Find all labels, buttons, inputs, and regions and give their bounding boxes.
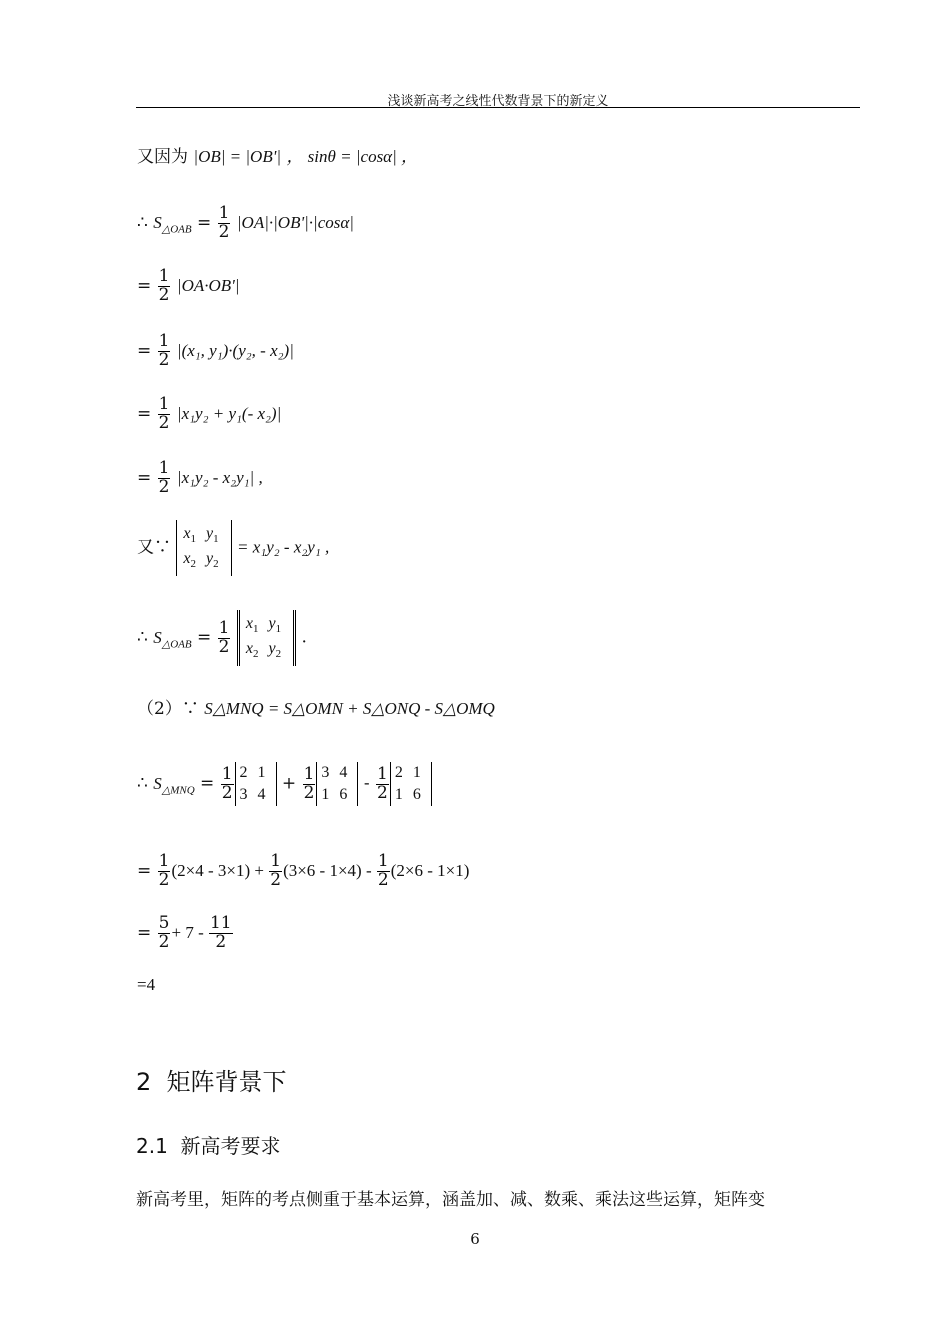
equation-line-6: = $\frac{1}{2}$ |x₁y₂ - x₂y₁| ,	[137, 458, 263, 497]
determinant: 2 1 1 6	[390, 762, 432, 806]
fraction: $\frac{1}{2}$	[221, 763, 233, 803]
math-expr: |(x₁, y₁)·(y₂, - x₂)|	[176, 340, 294, 360]
equation-line-7	[137, 520, 329, 576]
determinant: $x_1$ $y_1$ $x_2$ $y_2$	[176, 520, 231, 576]
body-paragraph: 新高考里，矩阵的考点侧重于基本运算，涵盖加、减、数乘、乘法这些运算，矩阵变	[136, 1190, 765, 1210]
therefore-symbol: ∴	[137, 212, 148, 233]
math-expr: |x₁y₂ - x₂y₁| ,	[176, 467, 263, 487]
equation-line-11: = $\frac{1}{2}$ (2×4 - 3×1) + $\frac{1}{2}$ (3×6 - 1×4) - $\frac{1}{2}$ (2×6 - 1×1)	[137, 851, 470, 890]
math-expr: (3×6 - 1×4) -	[283, 860, 376, 880]
fraction: $\frac{1}{2}$	[218, 617, 230, 657]
fraction: $\frac{1}{2}$	[158, 458, 170, 497]
math-expr: |OA|·|OB'|·|cosα|	[236, 212, 354, 232]
fraction: $\frac{1}{2}$	[377, 851, 389, 890]
section-title: 矩阵背景下	[166, 1068, 287, 1096]
equation-line-10: ∴ $S_{\triangle MNQ}$ = $\frac{1}{2}$ 2 1 3 4 + $\frac{1}{2}$ 3 4 1 6 - $\frac{1}{2}$ 2 1 1 6	[137, 762, 432, 806]
equation-line-13: =4	[137, 975, 156, 994]
equation-line-8: ∴ $S_{\triangle OAB}$ = $\frac{1}{2}$ $x_1$ $y_1$ $x_2$ $y_2$ .	[137, 610, 307, 666]
equation-line-5: = $\frac{1}{2}$ |x₁y₂ + y₁(- x₂)|	[137, 394, 282, 433]
math-expr: = x₁y₂ - x₂y₁ ,	[237, 537, 330, 557]
subscript: △OAB	[161, 638, 192, 651]
therefore-symbol: ∴	[137, 627, 148, 648]
abs-determinant: $x_1$ $y_1$ $x_2$ $y_2$	[237, 610, 296, 666]
math-expr: (2×4 - 3×1) +	[171, 860, 269, 880]
fraction: $\frac{1}{2}$	[158, 331, 170, 370]
equation-line-3: = $\frac{1}{2}$ |OA·OB'|	[137, 266, 240, 305]
equation-line-9	[137, 700, 495, 718]
fraction: $\frac{1}{2}$	[158, 394, 170, 433]
because-symbol: ∵	[181, 699, 199, 719]
equation-line-2: ∴ $S_{\triangle OAB}$ = $\frac{1}{2}$ |OA|·|OB'|·|cosα|	[137, 203, 354, 242]
subsection-heading	[136, 1130, 281, 1159]
section-heading	[136, 1062, 287, 1097]
header-rule	[136, 107, 860, 108]
subsection-number: 2.1	[136, 1134, 168, 1158]
text-prefix: 又	[137, 537, 154, 558]
fraction: $\frac{5}{2}$	[158, 913, 170, 952]
math-expr: ， sinθ = |cosα| ，	[286, 147, 419, 166]
text-prefix: 又因为	[137, 147, 188, 167]
math-expr: |OB| = |OB'|	[193, 147, 282, 166]
math-expr: + 7 -	[171, 922, 208, 942]
fraction: $\frac{1}{2}$	[270, 851, 282, 890]
fraction: $\frac{1}{2}$	[158, 266, 170, 305]
running-header: 浅谈新高考之线性代数背景下的新定义	[387, 94, 609, 109]
subsection-title: 新高考要求	[180, 1134, 281, 1158]
math-expr: |x₁y₂ + y₁(- x₂)|	[176, 403, 282, 423]
fraction: $\frac{1}{2}$	[218, 203, 230, 242]
math-expr: S△MNQ = S△OMN + S△ONQ - S△OMQ	[204, 699, 495, 718]
because-symbol: ∵	[154, 537, 171, 558]
page-number: 6	[470, 1230, 480, 1248]
text-prefix: （2）	[137, 699, 182, 719]
determinant: 2 1 3 4	[235, 762, 277, 806]
equation-line-4: = $\frac{1}{2}$ |(x₁, y₁)·(y₂, - x₂)|	[137, 331, 294, 370]
fraction: $\frac{1}{2}$	[158, 851, 170, 890]
fraction: $\frac{1}{2}$	[376, 763, 388, 803]
section-number: 2	[136, 1068, 152, 1096]
therefore-symbol: ∴	[137, 773, 148, 794]
subscript: △OAB	[161, 223, 192, 236]
equation-line-1	[137, 148, 418, 166]
equation-line-12: = $\frac{5}{2}$ + 7 - $\frac{11}{2}$	[137, 913, 232, 952]
fraction: $\frac{1}{2}$	[303, 763, 315, 803]
math-expr: (2×6 - 1×1)	[390, 860, 470, 880]
fraction: $\frac{11}{2}$	[209, 913, 232, 952]
math-expr: |OA·OB'|	[176, 275, 240, 295]
determinant: 3 4 1 6	[316, 762, 358, 806]
